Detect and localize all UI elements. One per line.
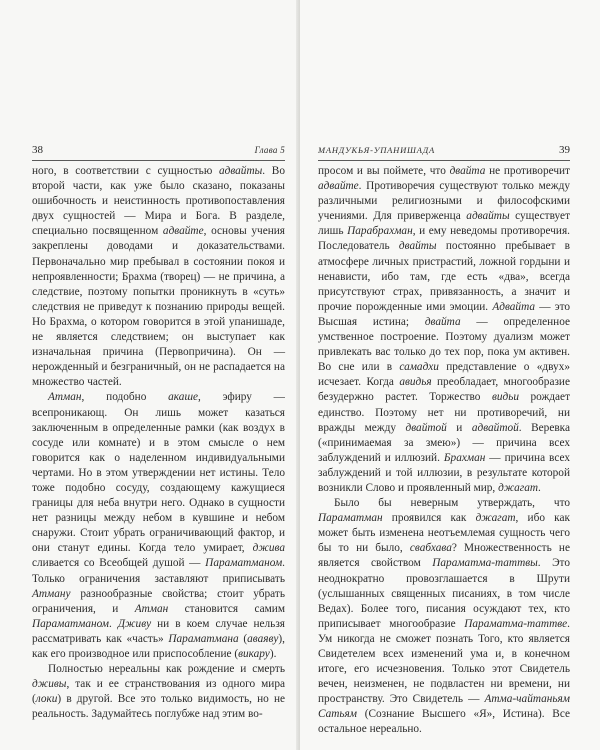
italic-term: Атма-чайтаньям Сатьям xyxy=(318,693,570,721)
running-head: Глава 5 xyxy=(254,145,285,155)
italic-term: Параматман xyxy=(318,512,383,525)
paragraph: Было бы неверным утверждать, что Параматман проявился как джагат, ибо как может быть изменена неотъемлемая сущность чего бы то ни было, свабхава? Множественность не является свойством Параматма-таттвы. Это неоднократно провозглашается в Шрути (услышанных священных писаниях, в том числе Ведах). Более того, писания осуждают тех, кто приписывает многообразие Параматма-таттве. Ум никогда не сможет познать Того, кто является Свидетелем всех изменений ума и, в конечном итоге, его исчезновения. Только этот Свидетель вечен, неизменен, не подвластен ни времени, ни пространству. Это Свидетель — Атма-чайтаньям Сатьям (Сознание Высшего «Я», Истина). Все остальное нереально. xyxy=(318,497,570,736)
paragraph: просом и вы поймете, что двайта не противоречит адвайте. Противоречия существуют только между различными религиозными и философскими учениями. Для приверженца адвайты существует лишь Парабрахман, и ему неведомы противоречия. Последователь двайты постоянно пребывает в атмосфере личных пристрастий, ложной гордыни и ненависти, ибо там, где есть «два», всегда присутствуют страх, привязанность, а значит и прочие порожденные ими эмоции. Адвайта — это Высшая истина; двайта — определенное умственное построение. Поэтому дуализм может привлекать вас только до тех пор, пока ум активен. Во сне или в самадхи представление о «двух» исчезает. Когда авидья преобладает, многообразие безудержно растет. Торжество видьи рождает единство. Поэтому нет ни противоречий, ни вражды между двайтой и адвайтой. Веревка («принимаемая за змею») — причина всех заблуждений и иллюзий. Брахман — причина всех заблуждений и той иллюзии, в результате которой возникли Слово и проявленный мир, джагат. xyxy=(318,165,571,494)
italic-term: адвайте xyxy=(318,180,359,193)
italic-term: джагат xyxy=(498,481,539,494)
italic-term: двайта xyxy=(449,165,486,177)
italic-term: адвайте xyxy=(162,225,204,238)
paragraph: ного, в соответствии с сущностью адвайты. Во второй части, как уже было сказано, показаны ошибочность и неистинность противопоставления двух сущностей — Мира и Бога. В разделе, специально посвященном адвайте, основы учения закреплены доводами и доказательствами. Первоначально мир пребывал в состоянии покоя и непроявленности; Брахма (творец) — не причина, а следствие, поэтому попытки проникнуть в «суть» следствия не приведут к познанию природы вещей. Но Брахма, о котором говорится в этой упанишаде, не является следствием; он выступает как изначальная причина (Первопричина). Он — нерожденный и безграничный, он не распадается на множество частей. xyxy=(32,165,286,389)
italic-term: Параматманом xyxy=(32,617,110,630)
italic-term: двайты xyxy=(398,240,437,253)
italic-term: двайта xyxy=(424,315,461,328)
italic-term: аваяву xyxy=(247,632,279,645)
italic-term: свабхава xyxy=(409,542,452,555)
italic-term: двайтой xyxy=(405,421,447,434)
right-page xyxy=(300,0,600,750)
italic-term: Атману xyxy=(32,587,71,600)
italic-term: адвайты xyxy=(466,210,510,223)
italic-term: видьи xyxy=(491,391,519,404)
italic-term: Атман xyxy=(48,391,82,404)
italic-term: Адвайта xyxy=(492,300,536,313)
italic-term: авидья xyxy=(399,376,432,389)
body-text xyxy=(318,164,570,738)
italic-term: Парабрахман xyxy=(347,225,413,238)
page-number: 38 xyxy=(32,144,43,156)
italic-term: Дживу xyxy=(117,617,152,630)
italic-term: адвайтой xyxy=(471,421,519,434)
italic-term: самадхи xyxy=(399,361,439,374)
italic-term: Параматмана xyxy=(168,632,239,645)
italic-term: джагат xyxy=(475,512,516,525)
italic-term: дживы xyxy=(32,678,67,691)
body-text xyxy=(32,164,285,722)
italic-term: Брахман xyxy=(443,451,486,464)
left-page-header xyxy=(32,143,285,157)
italic-term: викару xyxy=(238,648,270,660)
header-rule xyxy=(32,160,285,161)
italic-term: джива xyxy=(252,542,285,555)
right-page-header xyxy=(318,143,570,157)
header-rule xyxy=(318,160,570,161)
paragraph: Атман, подобно акаше, эфиру — всепроникающ. Он лишь может казаться заключенным в определенные рамки (как воздух в сосуде или комнате) и в этом смысле о нем говорится как о наделенном индивидуальными чертами. Но в этом утверждении нет истины. Тело тоже подобно сосуду, создающему кажущиеся границы для неба внутри него. Однако в сущности нет разницы между небом в кувшине и небом снаружи. Стоит убрать ограничивающий фактор, и они станут едины. Когда тело умирает, джива сливается со Всеобщей душой — Параматманом. Только ограничения заставляют приписывать Атману разнообразные свойства; стоит убрать ограничения, и Атман становится самим Параматманом. Дживу ни в коем случае нельзя рассматривать как «часть» Параматмана (аваяву), как его производное или приспособление (викару). xyxy=(32,391,285,660)
running-head: МАНДУКЬЯ-УПАНИШАДА xyxy=(318,145,436,155)
italic-term: локи xyxy=(35,693,58,706)
italic-term: Параматманом xyxy=(205,557,283,570)
italic-term: Параматма-таттвы xyxy=(432,557,538,570)
paragraph: Полностью нереальны как рождение и смерть дживы, так и ее странствования из одного мира (локи) в другой. Все это только видимость, но не реальность. Задумайтесь поглубже над этим во- xyxy=(32,663,285,721)
italic-term: Атман xyxy=(134,602,169,615)
italic-term: акаше xyxy=(168,391,198,404)
page-number: 39 xyxy=(559,144,570,156)
italic-term: Параматма-таттве xyxy=(464,617,568,630)
italic-term: адвайты xyxy=(218,165,263,177)
